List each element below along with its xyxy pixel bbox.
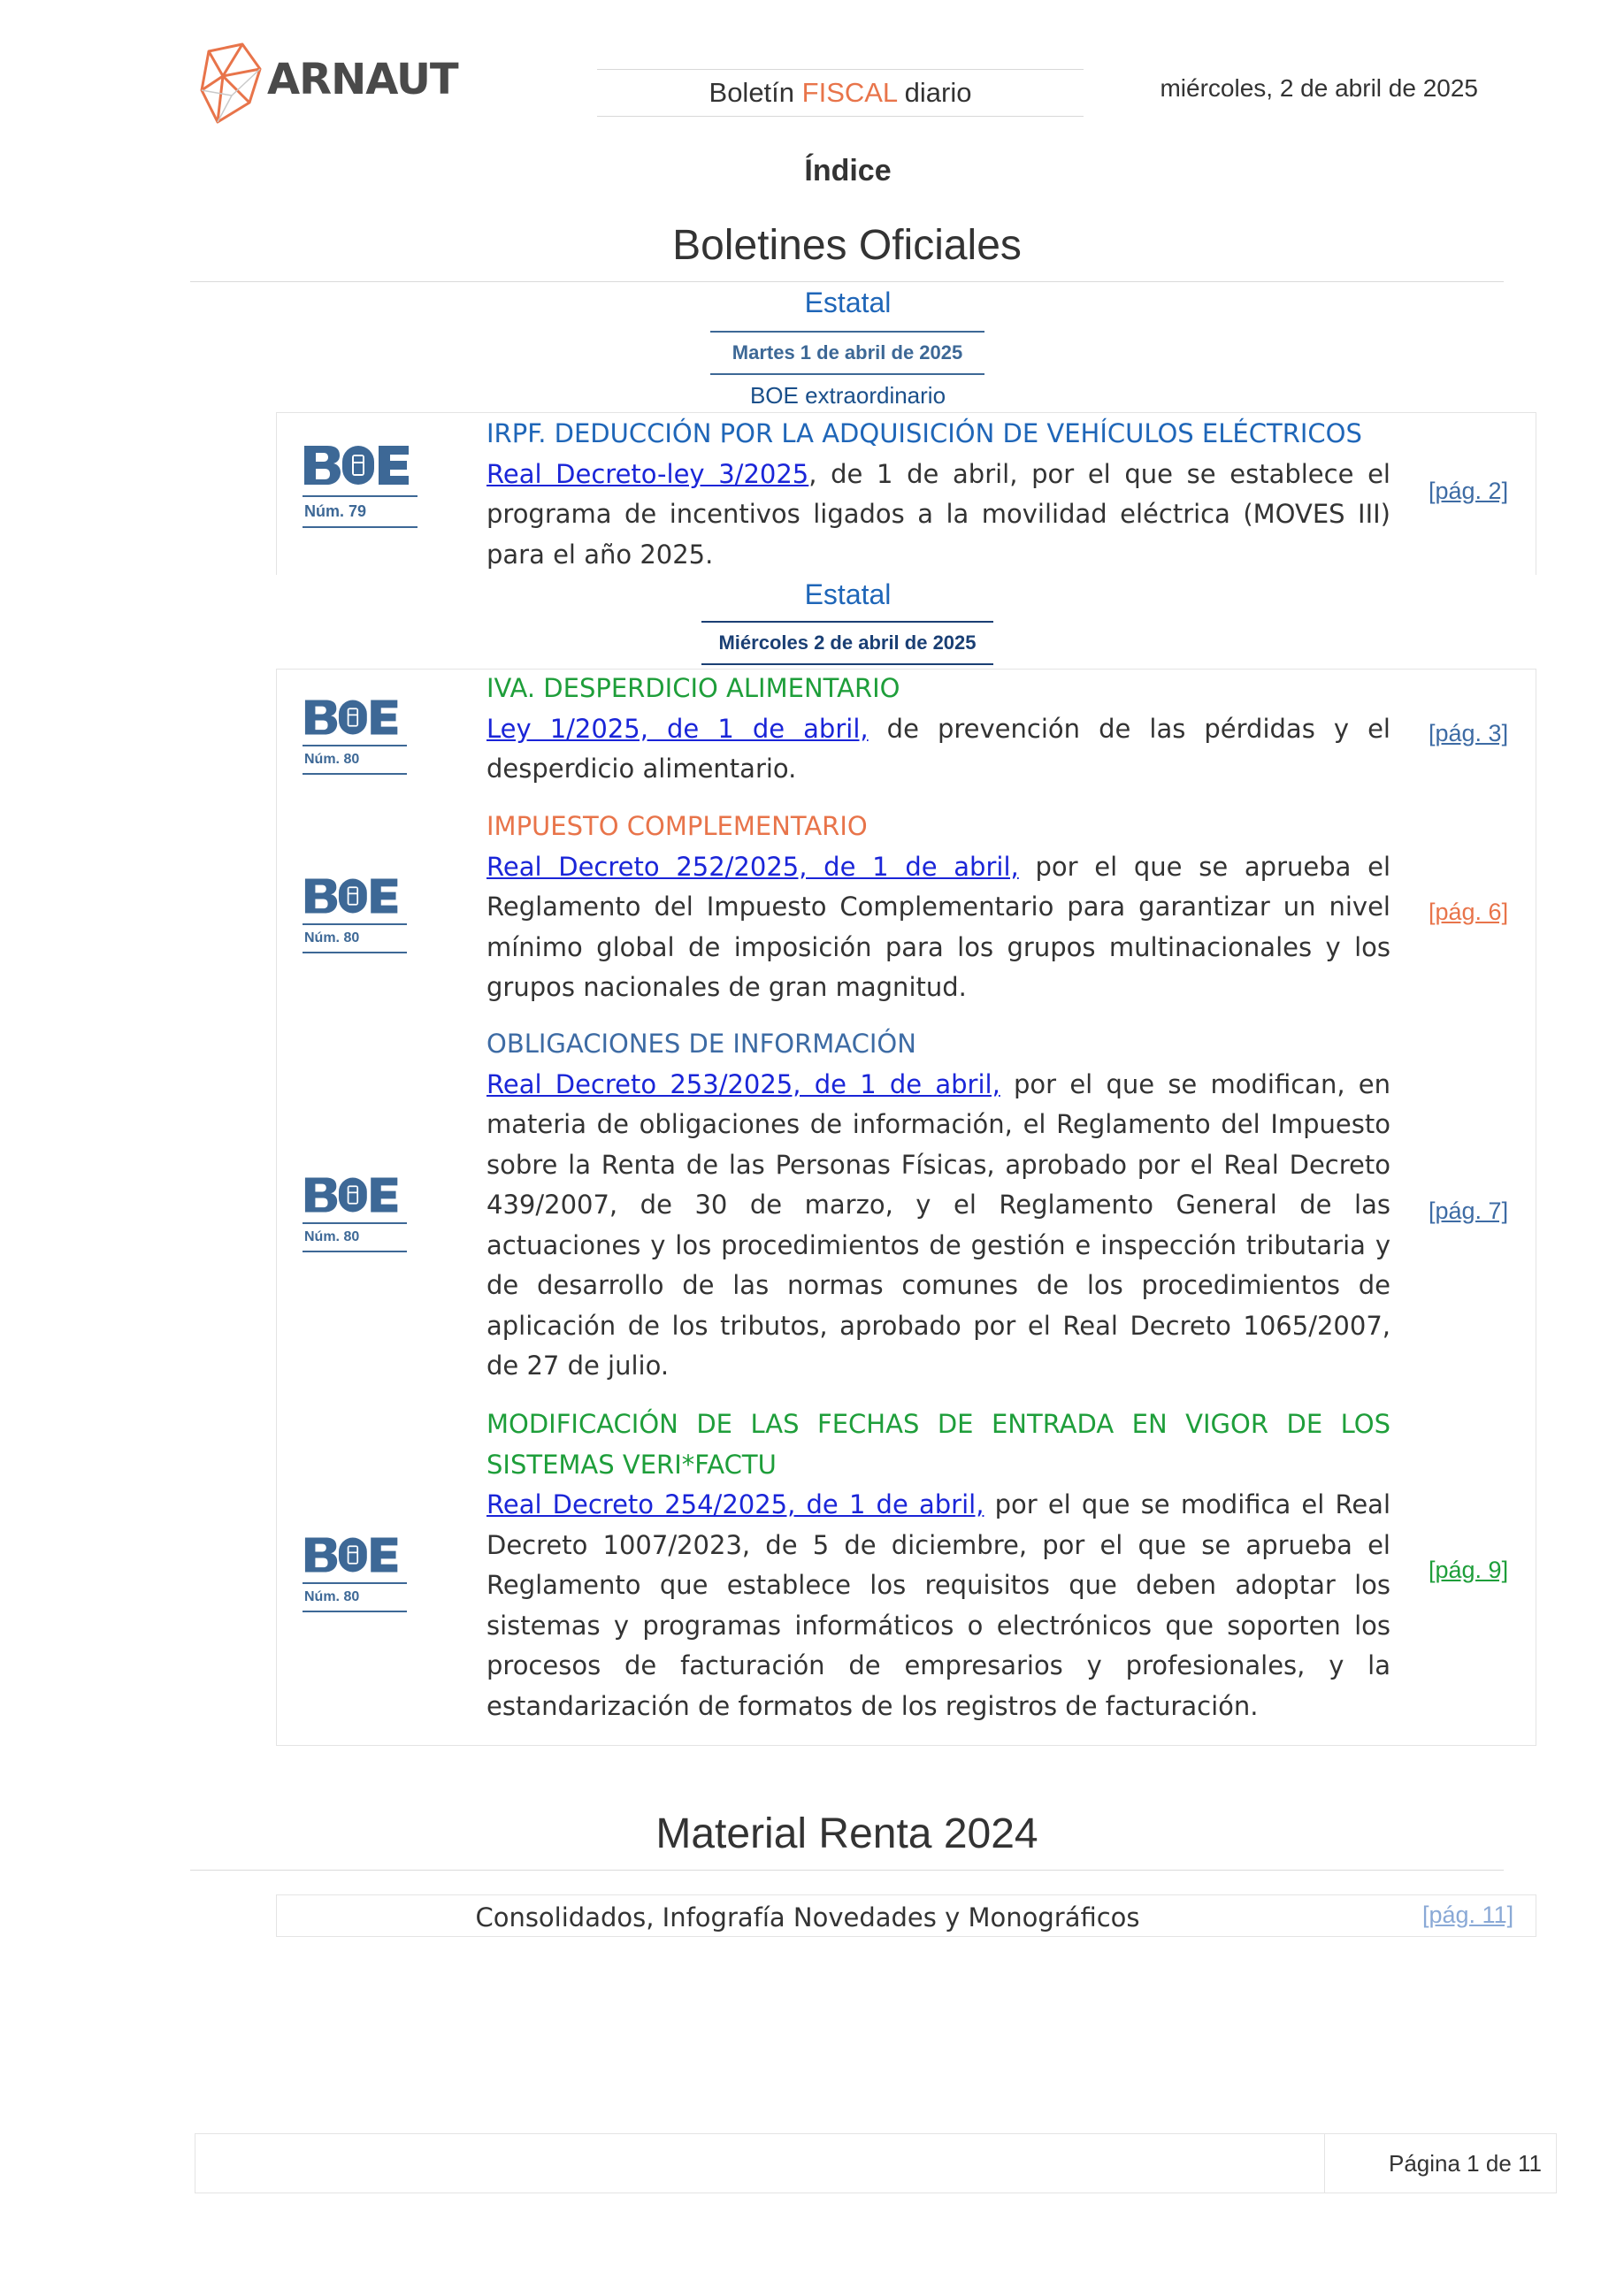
bulletin-entry bbox=[486, 669, 1390, 790]
entry-topic: MODIFICACIÓN DE LAS FECHAS DE ENTRADA EN VIGOR DE LOS SISTEMAS VERI*FACTU bbox=[486, 1409, 1390, 1480]
norm-link[interactable]: Real Decreto-ley 3/2025 bbox=[486, 458, 809, 489]
page-number: Página 1 de 11 bbox=[1389, 2150, 1542, 2177]
boe-number: Núm. 79 bbox=[303, 495, 417, 528]
boe-badge bbox=[303, 1175, 417, 1252]
boe-number: Núm. 80 bbox=[303, 1222, 407, 1252]
entry-description: por el que se aprueba el Reglamento del Impuesto Complementario para garantizar un nivel mínimo global de imposición para los grupos multinacionales y los grupos nacionales de gran magnitud. bbox=[486, 851, 1391, 1002]
entry-description: por el que se modifican, en materia de obligaciones de información, el Reglamento del Impuesto sobre la Renta de las Personas Físicas, aprobado por el Real Decreto 439/2007, de 30 de marzo, y el Reglamento General de las actuaciones y los procedimientos de gestión e inspección tributaria y de desarrollo de las normas comunes de los procedimientos de aplicación de los tributos, aprobado por el Real Decreto 1065/2007, de 27 de julio. bbox=[486, 1068, 1390, 1381]
footer-divider bbox=[1324, 2134, 1325, 2193]
section-title-boletines: Boletines Oficiales bbox=[672, 222, 1022, 269]
norm-link[interactable]: Real Decreto 254/2025, de 1 de abril, bbox=[486, 1489, 984, 1519]
page-link[interactable]: [pág. 11] bbox=[1422, 1902, 1514, 1928]
boe-badge bbox=[303, 442, 417, 528]
boe-logo-icon bbox=[303, 876, 402, 916]
section-title-renta: Material Renta 2024 bbox=[655, 1810, 1038, 1857]
bulletin-entry bbox=[486, 1024, 1390, 1387]
page-link[interactable]: [pág. 2] bbox=[1429, 478, 1509, 504]
entry-description: de prevención de las pérdidas y el desperdicio alimentario. bbox=[486, 713, 1390, 784]
bulletin-entry bbox=[486, 1404, 1390, 1726]
page-ref bbox=[1429, 1198, 1508, 1225]
norm-link[interactable]: Real Decreto 253/2025, de 1 de abril, bbox=[486, 1068, 1000, 1099]
page-ref bbox=[1429, 478, 1508, 505]
entry-description: , de 1 de abril, por el que se establece el programa de incentivos ligados a la movilidad eléctrica (MOVES III) para el año 2025. bbox=[486, 458, 1390, 570]
entry-topic: IVA. DESPERDICIO ALIMENTARIO bbox=[486, 673, 900, 703]
index-heading: Índice bbox=[804, 154, 892, 188]
estatal-heading: Estatal bbox=[804, 578, 892, 610]
boe-type-label: BOE extraordinario bbox=[749, 382, 946, 409]
boe-logo-icon bbox=[303, 442, 412, 488]
bulletin-title-part1: Boletín bbox=[709, 77, 802, 108]
boe-badge bbox=[303, 697, 417, 775]
page-link[interactable]: [pág. 6] bbox=[1429, 899, 1509, 925]
bulletin-title-part2: diario bbox=[897, 77, 972, 108]
boe-number: Núm. 80 bbox=[303, 1582, 407, 1612]
renta-item bbox=[276, 1894, 1536, 1937]
estatal-heading: Estatal bbox=[804, 287, 892, 318]
page-footer bbox=[195, 2133, 1557, 2193]
page-ref bbox=[1429, 1557, 1508, 1584]
boe-number: Núm. 80 bbox=[303, 923, 407, 953]
boe-logo-icon bbox=[303, 1534, 402, 1575]
date-box: Martes 1 de abril de 2025 bbox=[710, 331, 984, 375]
arnaut-logo bbox=[196, 41, 462, 129]
norm-link[interactable]: Real Decreto 252/2025, de 1 de abril, bbox=[486, 851, 1019, 882]
page-link[interactable]: [pág. 7] bbox=[1429, 1198, 1509, 1224]
boe-number: Núm. 80 bbox=[303, 745, 407, 775]
boe-badge bbox=[303, 876, 417, 953]
norm-link[interactable]: Ley 1/2025, de 1 de abril, bbox=[486, 713, 869, 744]
entry-topic: IRPF. DEDUCCIÓN POR LA ADQUISICIÓN DE VEHÍCULOS ELÉCTRICOS bbox=[486, 418, 1362, 448]
section-divider bbox=[190, 281, 1504, 282]
page-ref bbox=[1429, 899, 1508, 926]
section-divider bbox=[190, 1870, 1504, 1871]
bulletin-title-fiscal: FISCAL bbox=[801, 77, 898, 108]
date-box: Miércoles 2 de abril de 2025 bbox=[701, 621, 993, 665]
renta-item-text: Consolidados, Infografía Novedades y Monográficos bbox=[475, 1902, 1140, 1932]
page-link[interactable]: [pág. 3] bbox=[1429, 720, 1509, 746]
page-ref bbox=[1429, 720, 1508, 747]
bulletin-entry bbox=[486, 807, 1390, 1008]
boe-badge bbox=[303, 1534, 417, 1612]
page-link[interactable]: [pág. 9] bbox=[1429, 1557, 1509, 1583]
logo-text: ARNAUT bbox=[267, 55, 458, 104]
arnaut-logo-mark-icon bbox=[196, 41, 267, 129]
boe-logo-icon bbox=[303, 697, 402, 738]
entry-description: por el que se modifica el Real Decreto 1007/2023, de 5 de diciembre, por el que se aprueba el Reglamento que establece los requisitos que deben adoptar los sistemas y programas informáticos o electrónicos que soporten los procesos de facturación de empresarios y profesionales, y la estandarización de formatos de los registros de facturación. bbox=[486, 1489, 1391, 1721]
bulletin-entry bbox=[486, 414, 1390, 575]
header-date: miércoles, 2 de abril de 2025 bbox=[1160, 74, 1478, 102]
renta-page-ref bbox=[1422, 1902, 1513, 1929]
entry-topic: OBLIGACIONES DE INFORMACIÓN bbox=[486, 1029, 916, 1059]
boe-logo-icon bbox=[303, 1175, 402, 1215]
entry-topic: IMPUESTO COMPLEMENTARIO bbox=[486, 811, 868, 841]
bulletin-title bbox=[597, 69, 1084, 117]
